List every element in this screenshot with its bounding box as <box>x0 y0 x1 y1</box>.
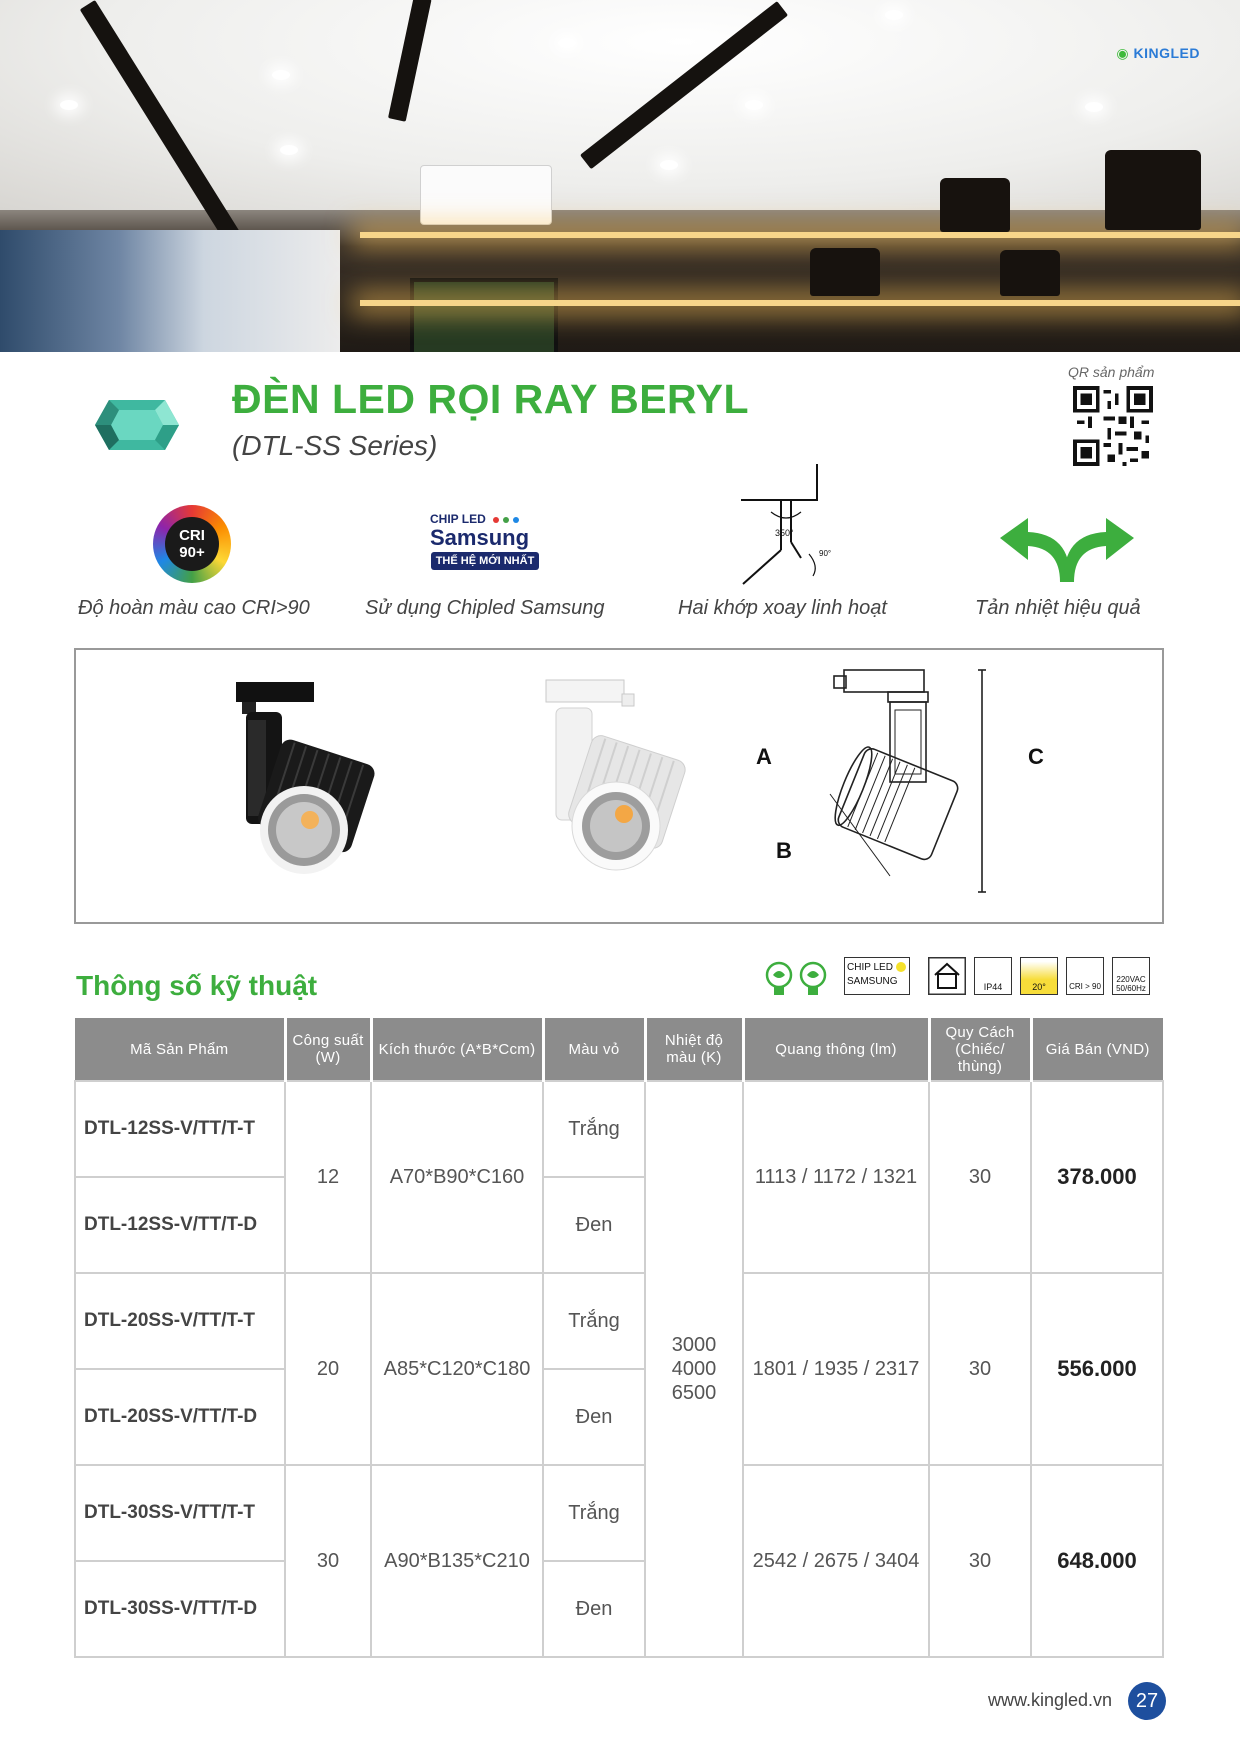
header-pack: Quy Cách (Chiếc/ thùng) <box>929 1018 1031 1081</box>
spec-icon-strip <box>764 957 1164 1001</box>
chip-samsung-icon <box>844 957 910 995</box>
lumen-cell: 2542 / 2675 / 3404 <box>743 1465 929 1657</box>
bag <box>1000 250 1060 296</box>
size-cell: A85*C120*C180 <box>371 1273 543 1465</box>
table-row <box>75 1465 1163 1561</box>
header-lumen: Quang thông (lm) <box>743 1018 929 1081</box>
color-cell: Đen <box>543 1177 645 1273</box>
dimension-diagram <box>828 666 1008 898</box>
chip-logo-line2: Samsung <box>430 525 530 550</box>
pack-cell: 30 <box>929 1465 1031 1657</box>
brand-logo: ◉ KINGLED <box>1116 45 1200 61</box>
power-cell: 20 <box>285 1273 371 1465</box>
product-code: DTL-12SS-V/TT/T-T <box>75 1081 285 1177</box>
ceiling-spot <box>660 160 678 170</box>
qr-code-icon[interactable] <box>1073 386 1153 466</box>
hero-screen <box>410 278 558 352</box>
spec-title: Thông số kỹ thuật <box>76 970 318 1001</box>
dimension-label-b: B <box>776 838 792 863</box>
cri-badge-line2: 90+ <box>179 544 205 561</box>
page-number: 27 <box>1128 1682 1166 1720</box>
size-cell: A90*B135*C210 <box>371 1465 543 1657</box>
price-cell: 556.000 <box>1031 1273 1163 1465</box>
feature-chip-label: Sử dụng Chipled Samsung <box>365 597 605 619</box>
feature-cri-label: Độ hoàn màu cao CRI>90 <box>78 597 310 619</box>
feature-rotate-label: Hai khớp xoay linh hoạt <box>678 597 887 619</box>
chip-logo-line3: THẾ HỆ MỚI NHẤT <box>431 552 540 570</box>
dimension-label-a: A <box>756 744 772 769</box>
voltage-icon <box>1112 957 1150 995</box>
table-header-row <box>75 1018 1163 1081</box>
voltage-line1: 220VAC <box>1116 975 1146 984</box>
ceiling-spot <box>558 38 576 48</box>
rgb-dots-icon <box>489 512 519 526</box>
hero-photo <box>0 0 1240 352</box>
air-conditioner <box>420 165 552 225</box>
temp-cell <box>645 1081 743 1657</box>
ceiling-spot <box>60 100 78 110</box>
indoor-house-icon <box>928 957 966 995</box>
size-cell: A70*B90*C160 <box>371 1081 543 1273</box>
cri-eye-icon <box>1066 957 1104 995</box>
beam-angle-text: 20° <box>1032 982 1046 992</box>
voltage-line2: 50/60Hz <box>1116 984 1146 993</box>
header-temp: Nhiệt độ màu (K) <box>645 1018 743 1081</box>
cri-badge-icon <box>153 505 231 583</box>
header-size: Kích thước (A*B*Ccm) <box>371 1018 543 1081</box>
color-cell: Đen <box>543 1369 645 1465</box>
table-row <box>75 1273 1163 1369</box>
color-cell: Trắng <box>543 1465 645 1561</box>
color-cell: Trắng <box>543 1081 645 1177</box>
samsung-chip-logo <box>430 512 540 570</box>
rotation-joint-icon <box>735 462 835 592</box>
rotate-angle1: 350° <box>775 528 794 538</box>
dimension-label-c: C <box>1028 744 1044 769</box>
price-cell: 648.000 <box>1031 1465 1163 1657</box>
lit-shelf <box>360 232 1240 238</box>
lumen-cell: 1113 / 1172 / 1321 <box>743 1081 929 1273</box>
product-code: DTL-30SS-V/TT/T-T <box>75 1465 285 1561</box>
temp-value: 6500 <box>671 1382 717 1404</box>
ip44-icon <box>974 957 1012 995</box>
brand-logo-text: KINGLED <box>1133 45 1200 61</box>
product-code: DTL-12SS-V/TT/T-D <box>75 1177 285 1273</box>
chip-icon-line2: SAMSUNG <box>847 976 898 987</box>
ceiling-spot <box>745 100 763 110</box>
color-cell: Đen <box>543 1561 645 1657</box>
lumen-cell: 1801 / 1935 / 2317 <box>743 1273 929 1465</box>
bag <box>810 248 880 296</box>
ip-rating-text: IP44 <box>983 982 1003 992</box>
chip-logo-line1: CHIP LED <box>430 512 486 526</box>
spec-table <box>74 1018 1164 1658</box>
series-subtitle: (DTL-SS Series) <box>232 430 438 461</box>
ceiling-spot <box>280 145 298 155</box>
cri-icon-text: CRI > 90 <box>1069 982 1101 991</box>
temp-value: 3000 <box>671 1334 717 1356</box>
heat-dissipation-arrows-icon <box>998 518 1136 586</box>
ceiling-spot <box>272 70 290 80</box>
hero-left-wall <box>0 230 340 352</box>
temp-value: 4000 <box>671 1358 717 1380</box>
header-code: Mã Sản Phẩm <box>75 1018 285 1081</box>
header-power: Công suất (W) <box>285 1018 371 1081</box>
black-track-light <box>226 680 376 880</box>
white-track-light <box>536 678 686 878</box>
product-images-box <box>74 648 1164 924</box>
bag <box>1105 150 1201 230</box>
led-bulb-icon <box>798 961 828 997</box>
product-code: DTL-20SS-V/TT/T-D <box>75 1369 285 1465</box>
pack-cell: 30 <box>929 1273 1031 1465</box>
price-cell: 378.000 <box>1031 1081 1163 1273</box>
rotate-angle2: 90° <box>819 549 832 558</box>
feature-heat-label: Tản nhiệt hiệu quả <box>975 597 1141 619</box>
beryl-gem-icon <box>95 398 179 452</box>
product-code: DTL-30SS-V/TT/T-D <box>75 1561 285 1657</box>
page-title: ĐÈN LED RỌI RAY BERYL <box>232 376 750 422</box>
power-cell: 30 <box>285 1465 371 1657</box>
product-code: DTL-20SS-V/TT/T-T <box>75 1273 285 1369</box>
bag <box>940 178 1010 232</box>
footer-website-link[interactable]: www.kingled.vn <box>988 1690 1113 1710</box>
ceiling-spot <box>885 10 903 20</box>
table-row <box>75 1081 1163 1177</box>
led-bulb-icon <box>764 961 794 997</box>
chip-dot-icon <box>896 962 906 972</box>
ceiling-spot <box>1085 102 1103 112</box>
beam-angle-icon <box>1020 957 1058 995</box>
header-price: Giá Bán (VND) <box>1031 1018 1163 1081</box>
power-cell: 12 <box>285 1081 371 1273</box>
qr-label: QR sản phẩm <box>1068 364 1155 380</box>
cri-badge-line1: CRI <box>179 527 205 544</box>
chip-icon-line1: CHIP LED <box>847 962 893 973</box>
pack-cell: 30 <box>929 1081 1031 1273</box>
header-color: Màu vỏ <box>543 1018 645 1081</box>
lit-shelf <box>360 300 1240 306</box>
color-cell: Trắng <box>543 1273 645 1369</box>
